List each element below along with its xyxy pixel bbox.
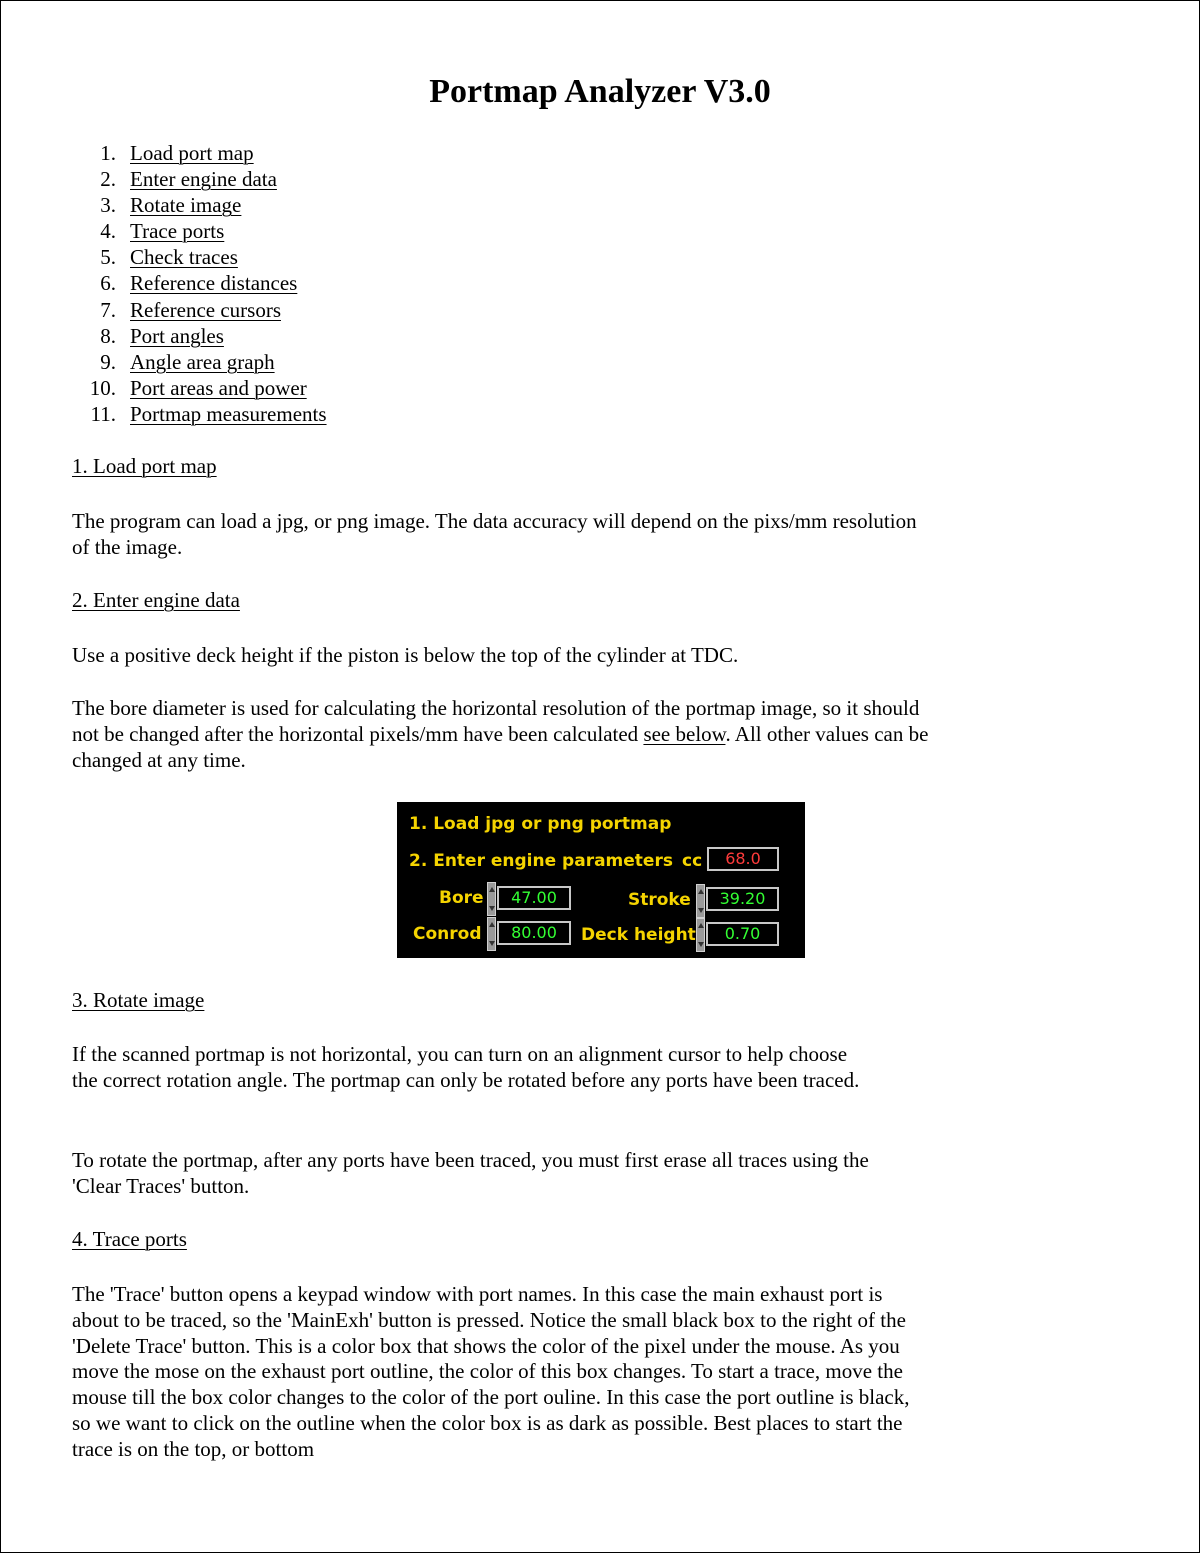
section-heading-enter-engine-data: [72, 588, 932, 614]
table-of-contents: [72, 140, 327, 427]
see-below-link[interactable]: see below: [643, 721, 726, 746]
toc-item: [72, 140, 327, 166]
stroke-input[interactable]: 39.20: [706, 887, 779, 911]
section-heading-load-port-map: [72, 454, 932, 480]
section-anchor-enter-engine-data[interactable]: 2. Enter engine data: [72, 588, 240, 612]
bore-text-end: . All other values can be changed at any time.: [72, 721, 929, 772]
toc-number: 10.: [89, 375, 116, 400]
toc-number: 5.: [100, 245, 116, 270]
paragraph-load: The program can load a jpg, or png image. The data accuracy will depend on the pixs/mm resolution of the image.: [72, 509, 917, 559]
conrod-input[interactable]: 80.00: [497, 921, 571, 945]
conrod-label: Conrod: [413, 924, 482, 944]
toc-link-enter-engine-data[interactable]: Enter engine data: [130, 167, 277, 192]
toc-item: [72, 323, 327, 349]
stroke-spinner[interactable]: [696, 884, 705, 918]
deck-height-input[interactable]: 0.70: [706, 922, 779, 946]
toc-item: [72, 349, 327, 375]
conrod-spinner[interactable]: [487, 917, 496, 951]
cc-label: cc: [682, 851, 703, 871]
deck-height-label: Deck height: [581, 925, 696, 945]
toc-number: 4.: [100, 219, 116, 244]
engine-parameters-panel: [397, 802, 805, 958]
toc-item: [72, 297, 327, 323]
toc-link-port-angles[interactable]: Port angles: [130, 323, 224, 348]
deck-height-spinner[interactable]: [696, 918, 705, 952]
bore-spinner[interactable]: [487, 882, 496, 916]
toc-item: [72, 192, 327, 218]
toc-link-load-port-map[interactable]: Load port map: [130, 141, 254, 165]
toc-number: 8.: [100, 323, 116, 348]
toc-link-reference-distances[interactable]: Reference distances: [130, 271, 298, 296]
toc-number: 7.: [100, 297, 116, 322]
paragraph-bore: [72, 696, 932, 773]
toc-link-check-traces[interactable]: Check traces: [130, 245, 238, 270]
section-heading-rotate-image: [72, 988, 932, 1014]
toc-number: 11.: [90, 401, 116, 426]
paragraph-deck-height: Use a positive deck height if the piston is below the top of the cylinder at TDC.: [72, 643, 739, 667]
section-anchor-rotate-image[interactable]: 3. Rotate image: [72, 988, 205, 1012]
enter-parameters-label: 2. Enter engine parameters: [409, 851, 673, 871]
paragraph-trace: The 'Trace' button opens a keypad window with port names. In this case the main exhaust port is about to be traced, so the 'MainExh' button is pressed. Notice the small black box to the right of the 'Delete Trace' button. This is a color box that shows the color of the pixel under the mouse. As you move the mose on the exhaust port outline, the color of this box changes. To start a trace, move the mouse till the box color changes to the color of the port ouline. In this case the port outline is black, so we want to click on the outline when the color box is as dark as possible. Best places to start the trace is on the top, or bottom: [72, 1282, 910, 1461]
toc-link-reference-cursors[interactable]: Reference cursors: [130, 297, 281, 322]
toc-item: [72, 218, 327, 244]
stroke-label: Stroke: [628, 890, 691, 910]
section-heading-trace-ports: [72, 1227, 932, 1253]
toc-item: [72, 401, 327, 427]
toc-link-port-areas-and-power[interactable]: Port areas and power: [130, 375, 307, 400]
page-title: Portmap Analyzer V3.0: [429, 73, 771, 110]
toc-link-angle-area-graph[interactable]: Angle area graph: [130, 349, 275, 374]
bore-label: Bore: [439, 888, 484, 908]
toc-number: 3.: [100, 193, 116, 218]
toc-item: [72, 375, 327, 401]
load-portmap-label[interactable]: 1. Load jpg or png portmap: [409, 814, 672, 834]
bore-text: The bore diameter is used for calculating the horizontal resolution of the portmap image, so it should not be changed after the horizontal pixels/mm have been calculated: [72, 696, 920, 746]
paragraph-rotate: If the scanned portmap is not horizontal, you can turn on an alignment cursor to help choose the correct rotation angle. The portmap can only be rotated before any ports have been traced.: [72, 1042, 860, 1092]
section-anchor-trace-ports[interactable]: 4. Trace ports: [72, 1227, 187, 1251]
section-anchor-load-port-map[interactable]: 1. Load port map: [72, 454, 217, 478]
cc-value: 68.0: [707, 847, 779, 871]
toc-item: [72, 270, 327, 296]
toc-number: 9.: [100, 349, 116, 374]
paragraph-clear-traces: To rotate the portmap, after any ports have been traced, you must first erase all traces using the 'Clear Traces' button.: [72, 1148, 869, 1198]
toc-item: [72, 166, 327, 192]
toc-link-portmap-measurements[interactable]: Portmap measurements: [130, 401, 327, 426]
toc-number: 2.: [100, 167, 116, 192]
toc-number: 6.: [100, 271, 116, 296]
toc-link-rotate-image[interactable]: Rotate image: [130, 193, 242, 218]
toc-item: [72, 244, 327, 270]
toc-number: 1.: [100, 141, 116, 165]
toc-link-trace-ports[interactable]: Trace ports: [130, 219, 225, 244]
bore-input[interactable]: 47.00: [497, 886, 571, 910]
